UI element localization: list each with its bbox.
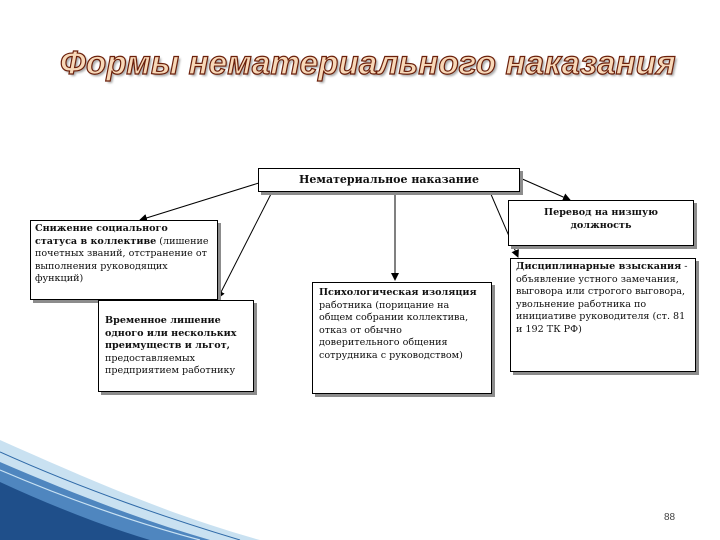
page-number: 88	[664, 512, 676, 523]
node-disciplinary-heading: Дисциплинарные взыскания	[516, 261, 682, 272]
node-demotion	[508, 200, 694, 246]
arrow-to-privileges	[218, 192, 272, 298]
arrow-to-demotion	[520, 178, 570, 200]
node-privileges-text: предоставляемых предприятием работнику	[105, 352, 236, 376]
node-privileges	[98, 300, 254, 392]
root-node-label: Нематериальное наказание	[299, 173, 479, 186]
node-social-status-text: (лишение почетных званий, отстранение от выполнения руководящих функций)	[35, 235, 209, 284]
node-disciplinary-text: - объявление устного замечания, выговора или строгого выговора, увольнение работника по инициативе руководителя (ст. 81 и 192 ТК РФ)	[516, 261, 688, 335]
node-privileges-heading: Временное лишение одного или нескольких преимуществ и льгот,	[105, 315, 237, 351]
slide-title: Формы нематериального наказания	[60, 44, 676, 81]
node-isolation	[312, 282, 492, 394]
root-node	[258, 168, 520, 192]
node-social-status-heading: Снижение социального статуса в коллективе	[35, 223, 168, 247]
node-isolation-heading: Психологическая изоляция	[319, 287, 477, 298]
node-disciplinary	[510, 258, 696, 372]
arrow-to-status	[140, 182, 262, 220]
node-isolation-text: работника (порицание на общем собрании коллектива, отказ от обычно доверительного общения сотрудника с руководством)	[319, 299, 469, 361]
node-social-status	[30, 220, 218, 300]
node-demotion-heading: Перевод на низшую должность	[544, 207, 658, 231]
